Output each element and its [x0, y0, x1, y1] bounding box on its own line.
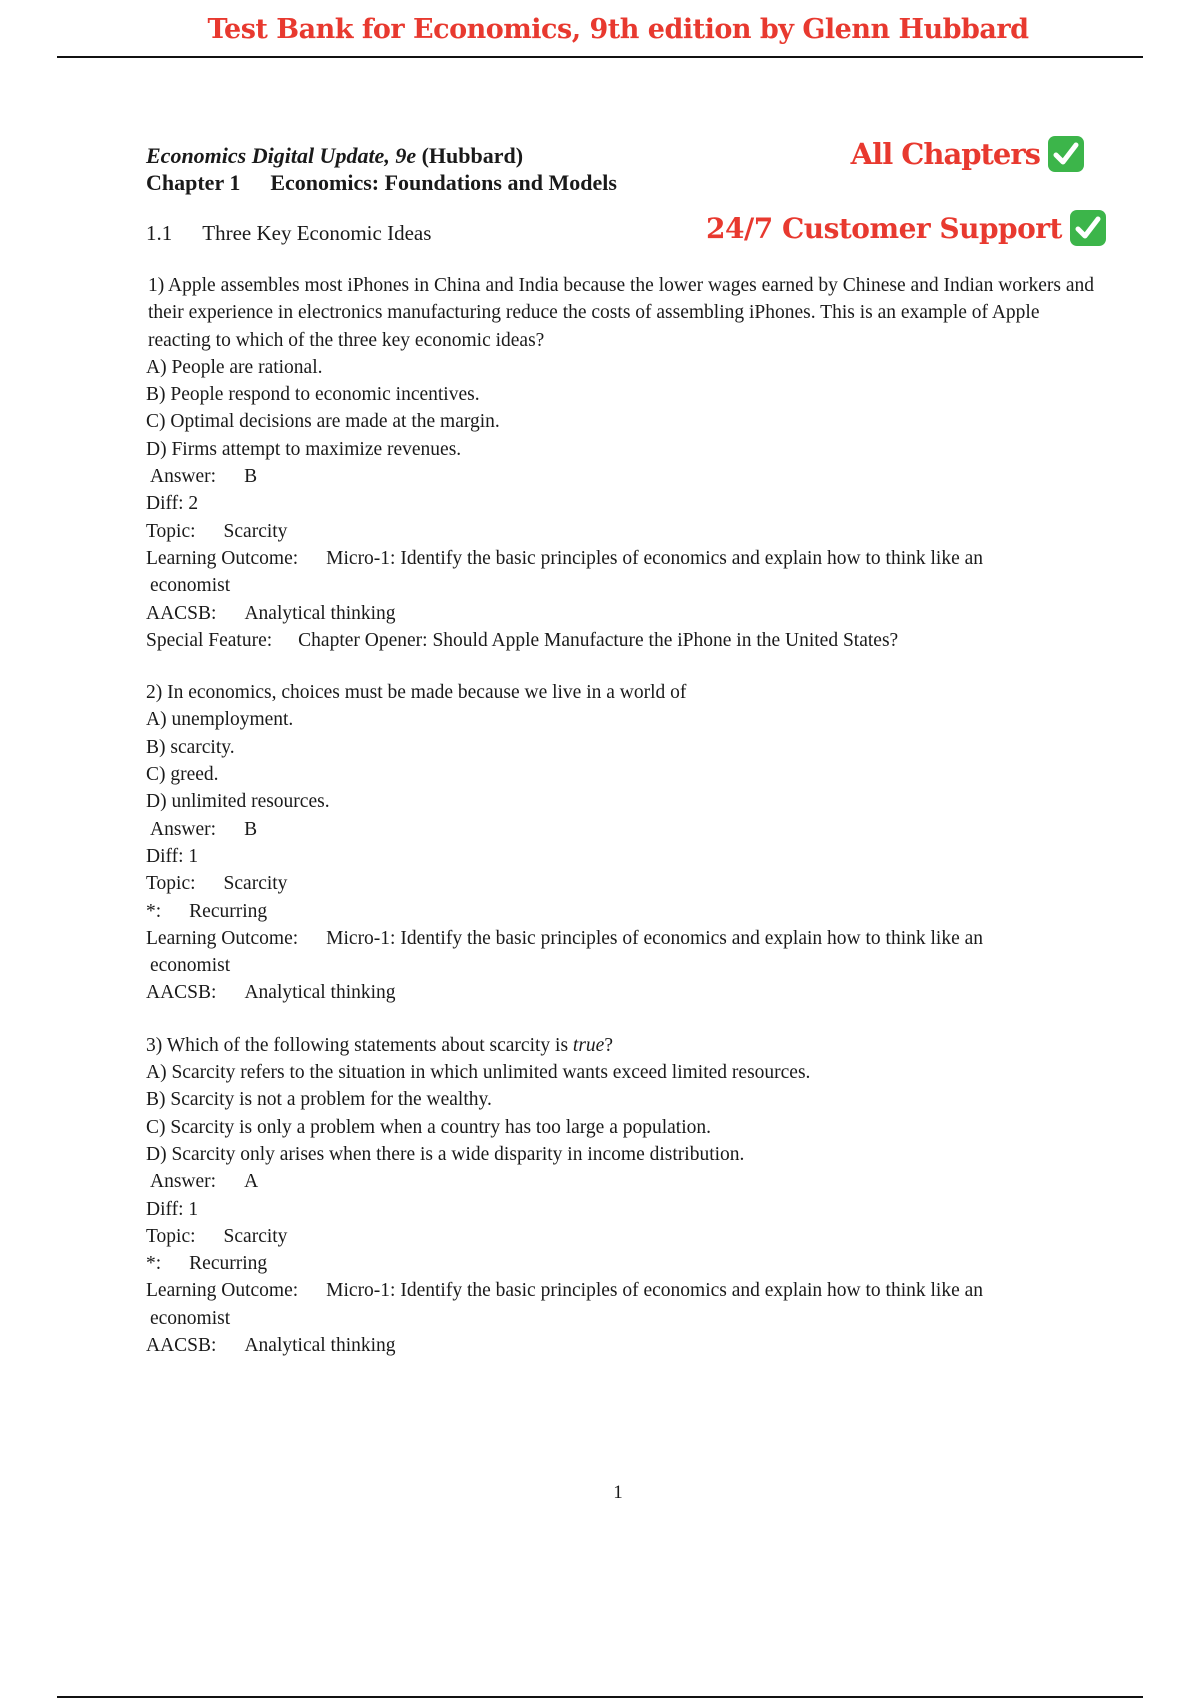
question-2-answer: [146, 816, 1106, 843]
header-rule: [57, 56, 1143, 58]
question-2-topic: [146, 870, 1106, 897]
question-3-stem: [146, 1032, 1106, 1059]
question-3-stem-italic: true: [572, 1034, 605, 1056]
question-1-learning-outcome: [146, 545, 1106, 572]
question-2-diff: Diff: 1: [146, 845, 199, 867]
question-1-option-a: A) People are rational.: [146, 356, 323, 378]
question-3: [146, 1032, 1106, 1360]
page-number: 1: [613, 1482, 623, 1503]
sf-label: Special Feature:: [146, 629, 273, 651]
promo-support-text: 24/7 Customer Support: [706, 211, 1062, 245]
document-body: [146, 142, 1106, 1359]
question-1-answer: [146, 463, 1106, 490]
question-2-recurring: [146, 898, 1106, 925]
recurring-label: *:: [146, 900, 162, 922]
question-3-learning-outcome: [146, 1277, 1106, 1304]
question-2-aacsb: [146, 979, 1106, 1006]
lo-value: Micro-1: Identify the basic principles of economics and explain how to think like an: [326, 927, 984, 949]
page-banner: Test Bank for Economics, 9th edition by Glenn Hubbard: [207, 14, 1029, 45]
question-3-stem-end: ?: [604, 1034, 613, 1056]
question-1-option-c: C) Optimal decisions are made at the margin.: [146, 411, 500, 433]
question-1-diff: Diff: 2: [146, 493, 199, 515]
question-1-special-feature: [146, 627, 1106, 654]
question-1-aacsb: [146, 600, 1106, 627]
lo-value: Micro-1: Identify the basic principles of economics and explain how to think like an: [326, 547, 984, 569]
answer-label: Answer:: [150, 1171, 217, 1193]
promo-all-chapters-text: All Chapters: [850, 137, 1040, 171]
question-1-option-d: D) Firms attempt to maximize revenues.: [146, 438, 462, 460]
chapter-number: Chapter 1: [146, 170, 241, 195]
aacsb-value: Analytical thinking: [244, 1334, 396, 1356]
question-2-option-a: A) unemployment.: [146, 709, 294, 731]
answer-label: Answer:: [150, 818, 217, 840]
question-3-stem-text: 3) Which of the following statements about scarcity is: [146, 1034, 573, 1056]
question-1-lo-continued: economist: [150, 575, 231, 597]
recurring-value: Recurring: [189, 900, 268, 922]
aacsb-value: Analytical thinking: [244, 602, 396, 624]
question-2-lo-continued: economist: [150, 955, 231, 977]
question-3-diff: Diff: 1: [146, 1198, 199, 1220]
lo-label: Learning Outcome:: [146, 927, 299, 949]
chapter-title: Economics: Foundations and Models: [270, 170, 617, 195]
lo-label: Learning Outcome:: [146, 1280, 299, 1302]
answer-value: B: [244, 466, 258, 488]
book-title-author: (Hubbard): [416, 143, 524, 168]
question-3-topic: [146, 1223, 1106, 1250]
question-3-option-c: C) Scarcity is only a problem when a country has too large a population.: [146, 1116, 712, 1138]
question-2-option-b: B) scarcity.: [146, 736, 235, 758]
recurring-label: *:: [146, 1253, 162, 1275]
answer-value: A: [244, 1171, 259, 1193]
answer-label: Answer:: [150, 466, 217, 488]
sf-value: Chapter Opener: Should Apple Manufacture the iPhone in the United States?: [298, 629, 899, 651]
lo-label: Learning Outcome:: [146, 547, 299, 569]
aacsb-label: AACSB:: [146, 1334, 217, 1356]
topic-label: Topic:: [146, 873, 196, 895]
aacsb-label: AACSB:: [146, 602, 217, 624]
topic-label: Topic:: [146, 1225, 196, 1247]
question-2: [146, 679, 1106, 1007]
section-number: 1.1: [146, 221, 173, 245]
question-3-option-a: A) Scarcity refers to the situation in which unlimited wants exceed limited resources.: [146, 1062, 811, 1084]
section-heading: [146, 220, 1106, 247]
book-title-italic: Economics Digital Update, 9e: [146, 143, 417, 168]
section-title: Three Key Economic Ideas: [202, 221, 432, 245]
question-2-learning-outcome: [146, 925, 1106, 952]
question-3-answer: [146, 1168, 1106, 1195]
topic-label: Topic:: [146, 520, 196, 542]
question-3-option-d: D) Scarcity only arises when there is a wide disparity in income distribution.: [146, 1143, 745, 1165]
question-1-stem: 1) Apple assembles most iPhones in China and India because the lower wages earned by Chinese and Indian workers and their experience in electronics manufacturing reduce the costs of assembling iPhones. This is an example of Apple reacting to which of the three key economic ideas?: [148, 275, 1095, 351]
question-2-option-c: C) greed.: [146, 764, 219, 786]
question-1-topic: [146, 518, 1106, 545]
chapter-heading: [146, 169, 1106, 196]
question-2-option-d: D) unlimited resources.: [146, 791, 330, 813]
lo-value: Micro-1: Identify the basic principles of economics and explain how to think like an: [326, 1280, 984, 1302]
book-title: [146, 142, 1106, 169]
question-1: [146, 272, 1106, 654]
topic-value: Scarcity: [223, 1225, 288, 1247]
aacsb-value: Analytical thinking: [244, 982, 396, 1004]
aacsb-label: AACSB:: [146, 982, 217, 1004]
question-3-option-b: B) Scarcity is not a problem for the wealthy.: [146, 1089, 492, 1111]
question-3-recurring: [146, 1250, 1106, 1277]
question-3-aacsb: [146, 1332, 1106, 1359]
question-1-option-b: B) People respond to economic incentives.: [146, 384, 480, 406]
footer-rule: [57, 1696, 1143, 1698]
recurring-value: Recurring: [189, 1253, 268, 1275]
topic-value: Scarcity: [223, 520, 288, 542]
question-3-lo-continued: economist: [150, 1307, 231, 1329]
answer-value: B: [244, 818, 258, 840]
topic-value: Scarcity: [223, 873, 288, 895]
question-2-stem: 2) In economics, choices must be made because we live in a world of: [146, 682, 687, 704]
